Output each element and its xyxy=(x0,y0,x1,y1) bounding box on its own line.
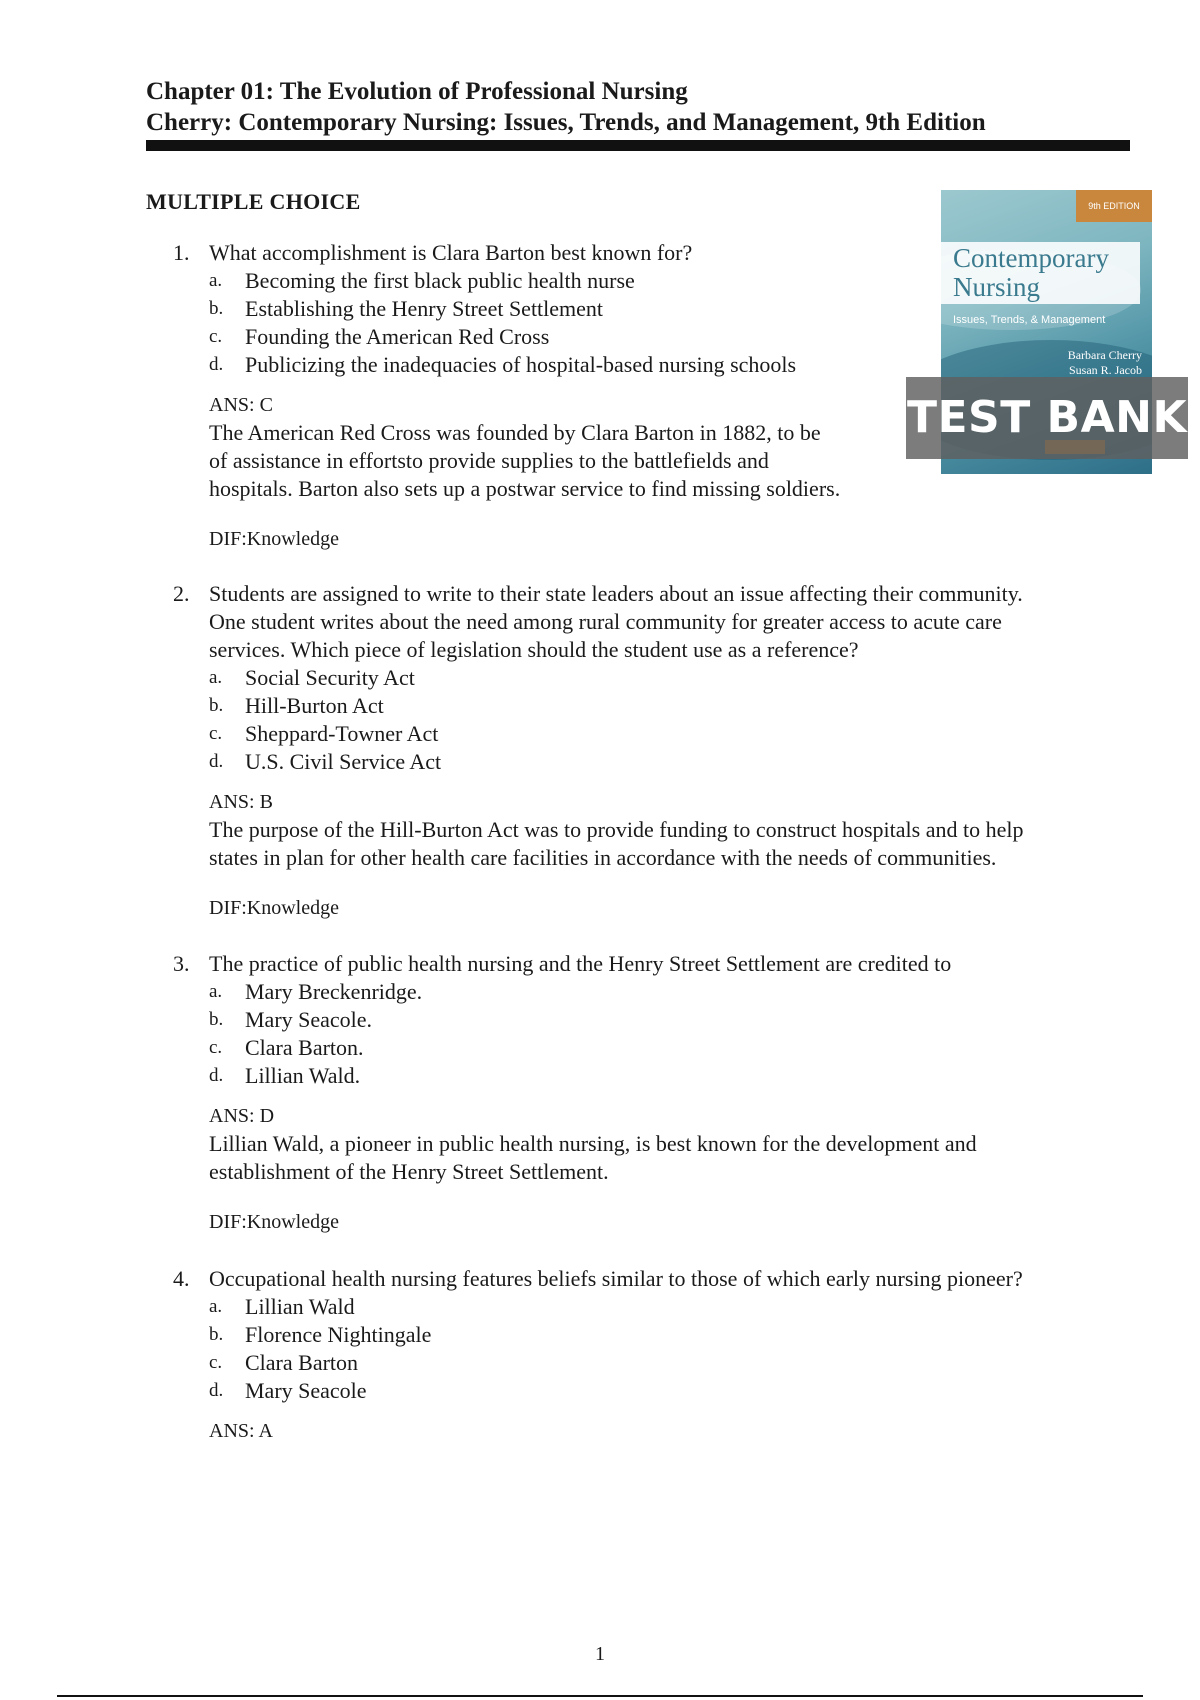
option-a: a. Mary Breckenridge. xyxy=(209,979,423,1004)
option-d: d. U.S. Civil Service Act xyxy=(209,749,442,774)
option-c: c. Sheppard-Towner Act xyxy=(209,721,439,746)
difficulty-level: DIF:Knowledge xyxy=(209,1211,339,1233)
question-number: 2. xyxy=(173,581,190,606)
question-number: 1. xyxy=(173,240,190,265)
option-c: c. Founding the American Red Cross xyxy=(209,324,550,349)
question-4 xyxy=(173,1265,1149,1445)
option-b: b. Mary Seacole. xyxy=(209,1007,373,1032)
option-b: b. Florence Nightingale xyxy=(209,1322,432,1347)
rationale: The American Red Cross was founded by Clara Barton in 1882, to be of assistance in effortsto provide supplies to the battlefields and hospitals. Barton also sets up a postwar service to find missing soldiers. xyxy=(209,420,841,501)
difficulty-level: DIF:Knowledge xyxy=(209,528,339,550)
option-d: d. Publicizing the inadequacies of hospital-based nursing schools xyxy=(209,352,797,377)
section-title: MULTIPLE CHOICE xyxy=(146,189,361,214)
question-3 xyxy=(173,950,1149,1236)
option-d: d. Mary Seacole xyxy=(209,1378,367,1403)
question-stem: Students are assigned to write to their state leaders about an issue affecting their community. One student writes about the need among rural community for greater access to acute care services. Which piece of legislation should the student use as a reference? xyxy=(209,581,1023,662)
question-stem: Occupational health nursing features beliefs similar to those of which early nursing pioneer? xyxy=(209,1266,1023,1291)
option-list xyxy=(173,978,1149,1090)
page-number: 1 xyxy=(595,1643,605,1665)
difficulty-level: DIF:Knowledge xyxy=(209,897,339,919)
option-d: d. Lillian Wald. xyxy=(209,1063,361,1088)
option-a: a. Lillian Wald xyxy=(209,1294,355,1319)
footer-rule xyxy=(57,1695,1143,1697)
cover-subtitle: Issues, Trends, & Management xyxy=(953,314,1106,326)
answer-key: ANS: B xyxy=(209,791,273,813)
option-b: b. Hill-Burton Act xyxy=(209,693,384,718)
rationale: Lillian Wald, a pioneer in public health nursing, is best known for the development and establishment of the Henry Street Settlement. xyxy=(209,1131,977,1184)
answer-key: ANS: A xyxy=(209,1420,273,1442)
option-c: c. Clara Barton xyxy=(209,1350,359,1375)
option-list xyxy=(173,664,1149,776)
cover-authors: Barbara Cherry Susan R. Jacob xyxy=(1067,348,1142,377)
option-a: a. Becoming the first black public health nurse xyxy=(209,268,635,293)
option-c: c. Clara Barton. xyxy=(209,1035,364,1060)
question-1 xyxy=(173,239,1149,553)
option-a: a. Social Security Act xyxy=(209,665,415,690)
test-bank-watermark: TEST BANK xyxy=(906,377,1188,459)
option-b: b. Establishing the Henry Street Settlement xyxy=(209,296,604,321)
page-header xyxy=(146,76,1130,151)
cover-title: Contemporary Nursing xyxy=(953,243,1109,302)
rationale: The purpose of the Hill-Burton Act was to provide funding to construct hospitals and to help states in plan for other health care facilities in accordance with the needs of communities. xyxy=(209,817,1024,870)
question-stem: What accomplishment is Clara Barton best known for? xyxy=(209,240,693,265)
answer-key: ANS: C xyxy=(209,394,273,416)
question-2 xyxy=(173,580,1149,922)
chapter-title: Chapter 01: The Evolution of Professional Nursing xyxy=(146,78,688,105)
answer-key: ANS: D xyxy=(209,1105,275,1127)
option-list xyxy=(173,267,1149,379)
header-rule xyxy=(146,140,1130,151)
option-list xyxy=(173,1293,1149,1405)
question-stem: The practice of public health nursing and the Henry Street Settlement are credited to xyxy=(209,951,952,976)
cover-edition-badge: 9th EDITION xyxy=(1076,190,1152,222)
book-title: Cherry: Contemporary Nursing: Issues, Trends, and Management, 9th Edition xyxy=(146,109,986,136)
question-number: 4. xyxy=(173,1266,190,1291)
question-number: 3. xyxy=(173,951,190,976)
